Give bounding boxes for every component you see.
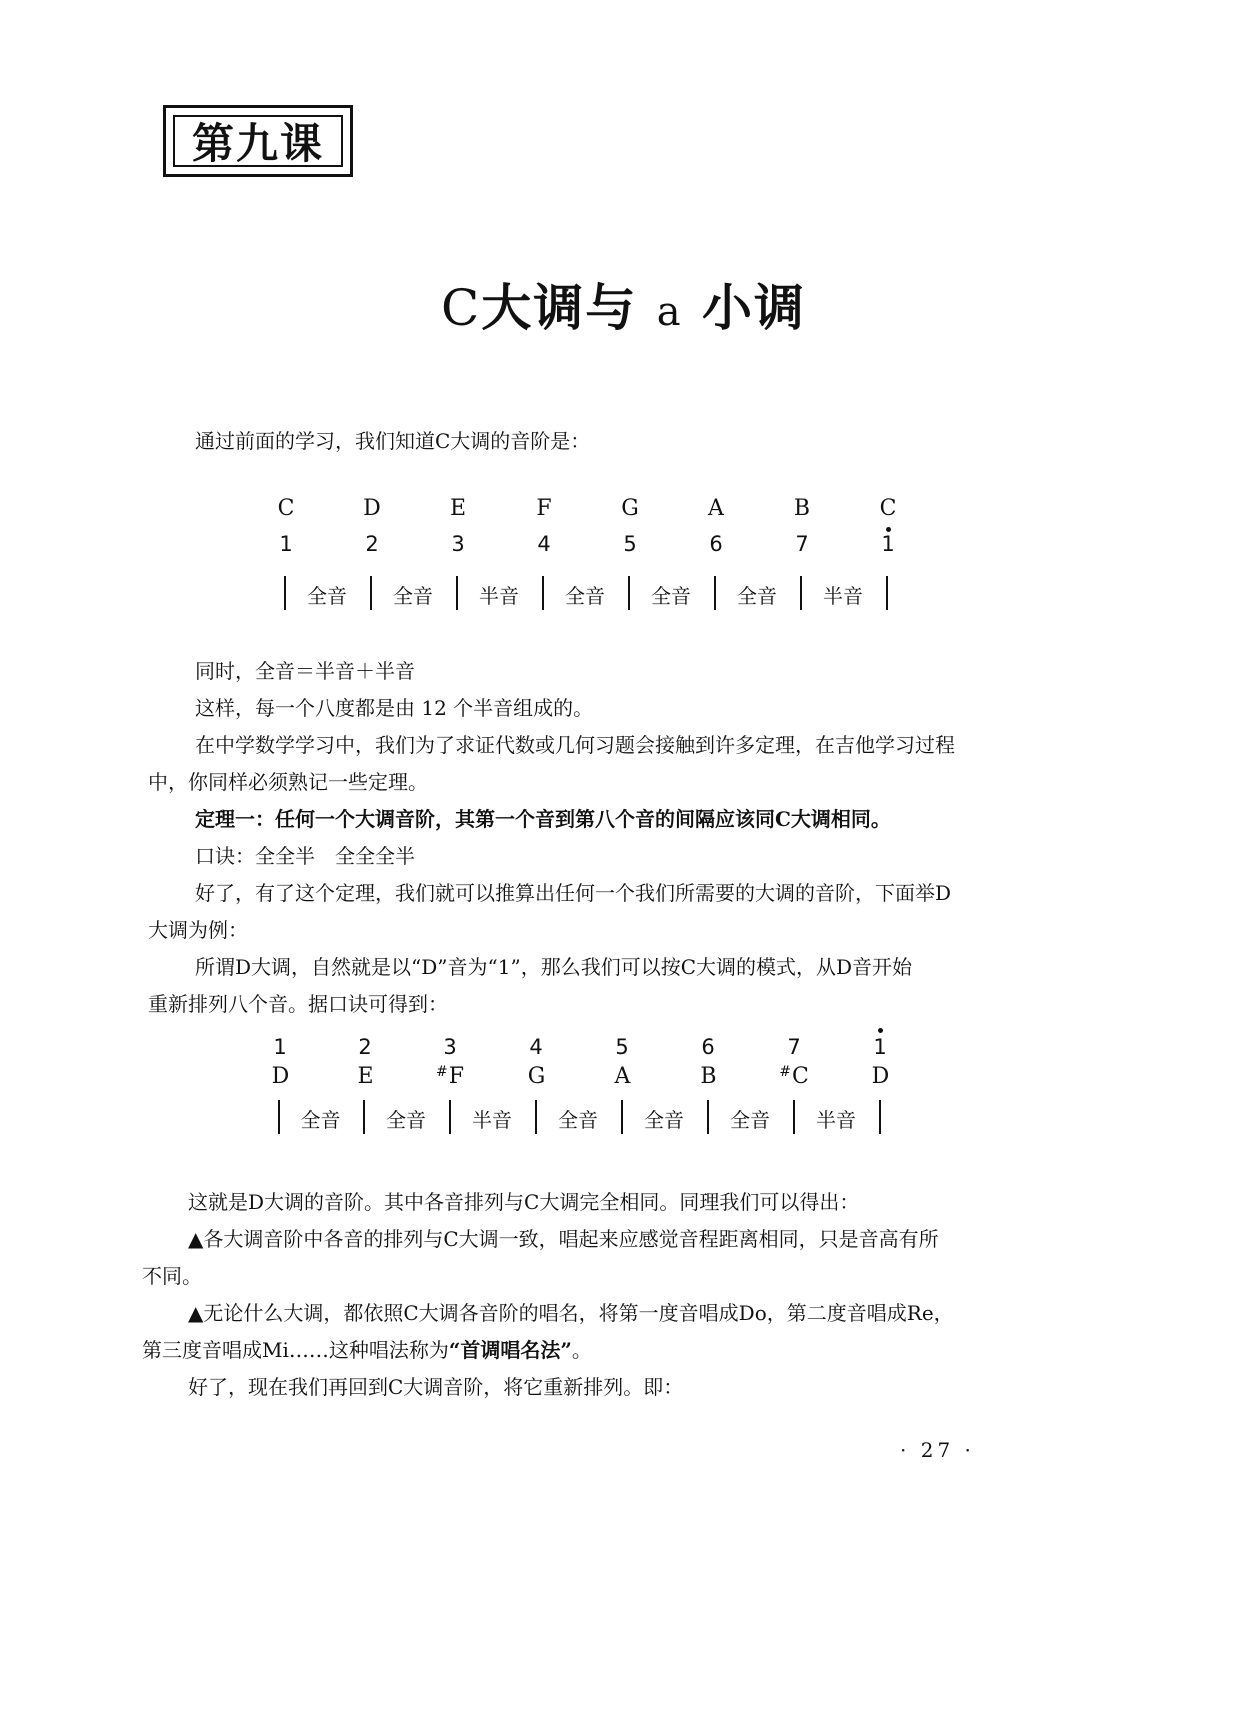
scale-d-degree: 4 [529, 1035, 543, 1059]
barline [456, 576, 458, 610]
scale-c-degree: 7 [795, 532, 809, 556]
page-number: · 27 · [900, 1438, 975, 1462]
scale-d-note [602, 1064, 642, 1089]
scale-d-step: 全音 [300, 1108, 341, 1132]
scale-c-note: G [621, 496, 639, 521]
paragraph-return-to-c: 好了，现在我们再回到C大调音阶，将它重新排列。即： [188, 1375, 684, 1399]
scale-d-step: 全音 [644, 1108, 684, 1132]
scale-d-step: 半音 [816, 1108, 856, 1132]
paragraph-whole-half: 同时，全音＝半音＋半音 [195, 659, 415, 683]
scale-c-note: E [449, 496, 467, 521]
paragraph-d-example-line1: 好了，有了这个定理，我们就可以推算出任何一个我们所需要的大调的音阶，下面举D [195, 881, 952, 905]
scale-d-step: 全音 [386, 1108, 426, 1132]
scale-d-degree: 2 [358, 1035, 372, 1059]
scale-d-note [260, 1064, 300, 1089]
intro-paragraph: 通过前面的学习，我们知道C大调的音阶是： [195, 429, 591, 453]
title-a: a [656, 289, 683, 335]
barline [370, 576, 372, 610]
scale-d-note [774, 1064, 814, 1089]
paragraph-d-example-line2: 大调为例： [148, 918, 248, 942]
high-octave-dot [878, 1028, 883, 1033]
scale-c-degree: 1 [881, 532, 895, 556]
barline [879, 1100, 881, 1134]
note-name: C [791, 1064, 809, 1089]
scale-c-step: 全音 [307, 584, 347, 608]
sharp-sign: # [779, 1064, 791, 1080]
bullet-two-line1: ▲无论什么大调，都依照C大调各音阶的唱名，将第一度音唱成Do，第二度音唱成Re， [188, 1301, 954, 1325]
barline [284, 576, 286, 610]
scale-d-step: 半音 [472, 1108, 512, 1132]
note-name: B [700, 1064, 717, 1089]
scale-d-step: 全音 [730, 1108, 770, 1132]
barline [707, 1100, 709, 1134]
title-end: 小调 [701, 278, 806, 337]
barline [793, 1100, 795, 1134]
barline [363, 1100, 365, 1134]
scale-d-degree: 7 [787, 1035, 801, 1059]
scale-d-degree: 1 [273, 1035, 287, 1059]
barline [800, 576, 802, 610]
scale-c-note: D [363, 496, 381, 521]
lesson-label-box [163, 105, 353, 177]
scale-c-step: 半音 [823, 584, 863, 608]
scale-d-degree: 3 [443, 1035, 457, 1059]
barline [886, 576, 888, 610]
title-c: C [441, 279, 482, 337]
scale-d-note [430, 1064, 470, 1089]
scale-c-note: F [536, 496, 552, 521]
scale-c-degree: 4 [537, 532, 551, 556]
movable-do-term: “首调唱名法” [448, 1338, 572, 1362]
scale-c-step: 全音 [651, 584, 691, 608]
bullet-two-line2-start: 第三度音唱成Mi……这种唱法称为 [142, 1338, 449, 1362]
scale-d-degree: 6 [701, 1035, 715, 1059]
scale-c-note: B [793, 496, 811, 521]
mnemonic: 口诀：全全半 全全全半 [195, 844, 415, 868]
paragraph-theorems-line1: 在中学数学学习中，我们为了求证代数或几何习题会接触到许多定理，在吉他学习过程 [195, 733, 955, 757]
bullet-two-line2-end: 。 [571, 1338, 592, 1362]
barline [449, 1100, 451, 1134]
note-name: A [614, 1064, 631, 1089]
scale-c-step: 全音 [565, 584, 605, 608]
scale-c-degree: 2 [365, 532, 379, 556]
note-name: G [527, 1064, 546, 1089]
paragraph-d-major-line1: 所谓D大调，自然就是以“D”音为“1”，那么我们可以按C大调的模式，从D音开始 [195, 955, 913, 979]
barline [542, 576, 544, 610]
scale-c-degree: 6 [709, 532, 723, 556]
paragraph-theorems-line2: 中，你同样必须熟记一些定理。 [148, 770, 428, 794]
scale-c-step: 全音 [393, 584, 433, 608]
scale-c-note: C [277, 496, 295, 521]
scale-c-degree: 3 [451, 532, 465, 556]
scale-c-note: A [708, 496, 724, 521]
scale-c-note: C [879, 496, 897, 521]
bullet-one-line1: ▲各大调音阶中各音的排列与C大调一致，唱起来应感觉音程距离相同，只是音高有所 [188, 1227, 939, 1251]
barline [278, 1100, 280, 1134]
barline [535, 1100, 537, 1134]
scale-c-step: 半音 [479, 584, 519, 608]
scale-d-step: 全音 [558, 1108, 598, 1132]
scale-c-step: 全音 [737, 584, 777, 608]
paragraph-octave: 这样，每一个八度都是由 12 个半音组成的。 [195, 696, 594, 720]
scale-d-degree: 1 [873, 1035, 887, 1059]
page-title [0, 268, 1247, 340]
barline [628, 576, 630, 610]
barline [621, 1100, 623, 1134]
paragraph-d-summary: 这就是D大调的音阶。其中各音排列与C大调完全相同。同理我们可以得出： [188, 1190, 860, 1214]
bullet-one-line2: 不同。 [142, 1264, 202, 1288]
scale-d-note [688, 1064, 728, 1089]
scale-d-note [345, 1064, 385, 1089]
bullet-two-line2 [142, 1331, 592, 1369]
theorem-one: 定理一：任何一个大调音阶，其第一个音到第八个音的间隔应该同C大调相同。 [195, 807, 891, 831]
title-mid: 大调与 [481, 278, 638, 337]
lesson-label: 第九课 [173, 115, 343, 167]
scale-d-note [516, 1064, 556, 1089]
scale-c-degree: 1 [279, 532, 293, 556]
note-name: E [357, 1064, 374, 1089]
scale-d-degree: 5 [615, 1035, 629, 1059]
note-name: D [871, 1064, 890, 1089]
paragraph-d-major-line2: 重新排列八个音。据口诀可得到： [148, 992, 448, 1016]
scale-c-degree: 5 [623, 532, 637, 556]
scale-d-note [860, 1064, 900, 1089]
note-name: D [271, 1064, 290, 1089]
sharp-sign: # [436, 1064, 448, 1080]
note-name: F [448, 1064, 464, 1089]
high-octave-dot [886, 527, 891, 532]
barline [714, 576, 716, 610]
